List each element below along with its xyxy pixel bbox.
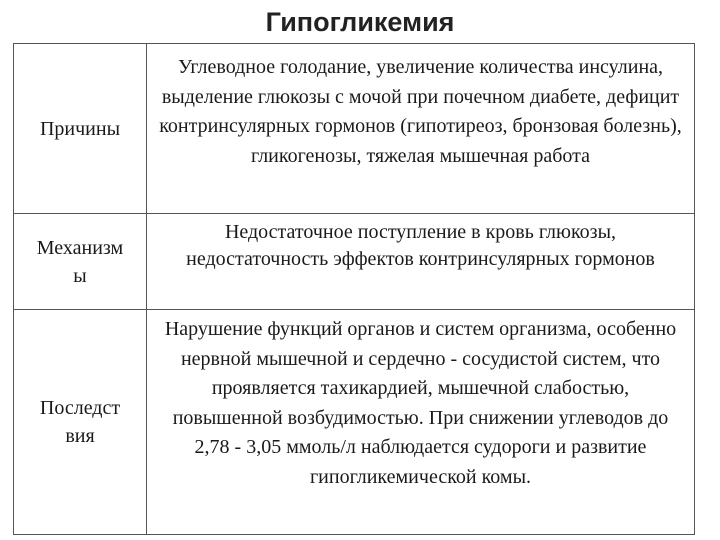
consequences-label: Последст вия bbox=[14, 310, 147, 534]
causes-label: Причины bbox=[14, 44, 147, 214]
page-title: Гипогликемия bbox=[265, 7, 455, 37]
mechanisms-content: Недостаточное поступление в кровь глюкозы, недостаточность эффектов контринсулярных гормонов bbox=[147, 214, 694, 310]
consequences-content: Нарушение функций органов и систем организма, особенно нервной мышечной и сердечно - сосудистой систем, что проявляется тахикардией, мышечной слабостью, повышенной возбудимостью. При снижении углеводов до 2,78 - 3,05 ммоль/л наблюдается судороги и развитие гипогликемической комы. bbox=[164, 318, 677, 488]
causes-content: Углеводное голодание, увеличение количества инсулина, выделение глюкозы с мочой при почечном диабете, дефицит контринсулярных гормонов (гипотиреоз, бронзовая болезнь), гликогенозы, тяжелая мышечная работа bbox=[147, 44, 694, 214]
hypoglycemia-table bbox=[13, 43, 695, 535]
mechanisms-label: Механизм ы bbox=[14, 214, 147, 310]
